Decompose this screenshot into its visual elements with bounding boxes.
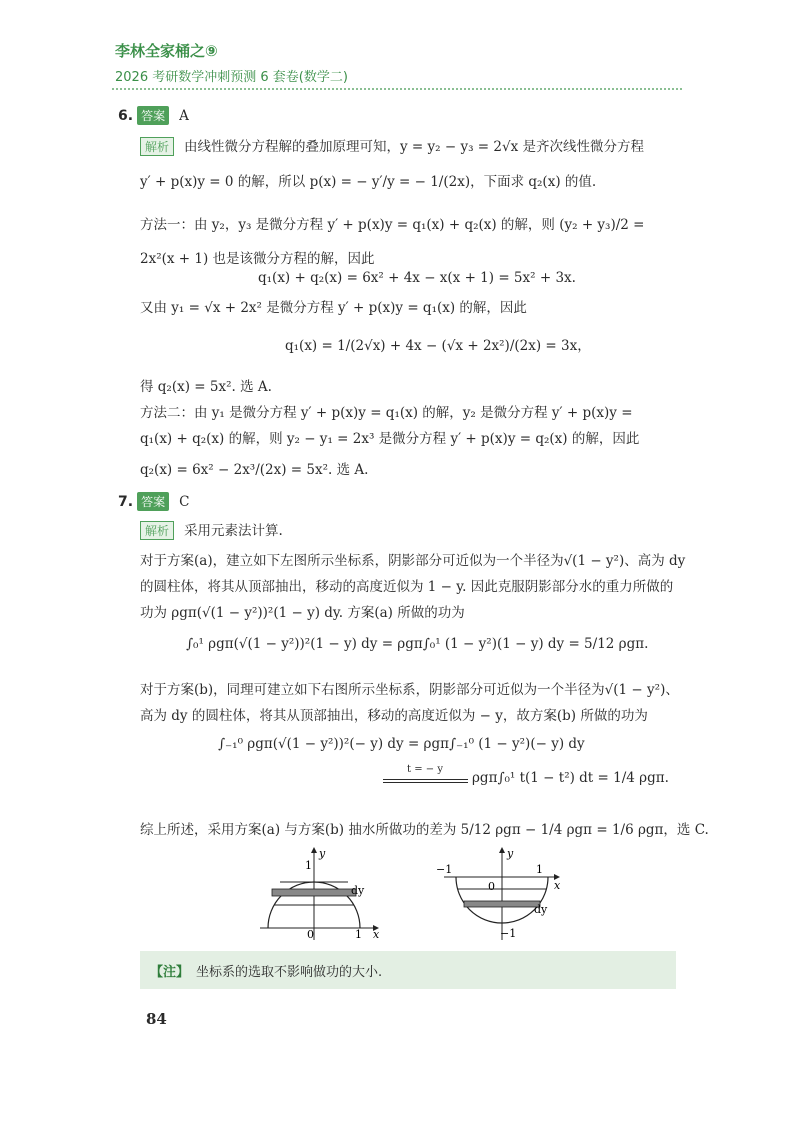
- q6-line-4: 2x²(x + 1) 也是该微分方程的解，因此: [140, 251, 375, 267]
- q6-answer-tag: 答案: [137, 106, 169, 125]
- q7-line-1: 对于方案(a)，建立如下左图所示坐标系，阴影部分可近似为一个半径为√(1 − y²)、高为 dy: [140, 553, 686, 569]
- q6-line-3: 方法一：由 y₂，y₃ 是微分方程 y′ + p(x)y = q₁(x) + q₂(x) 的解，则 (y₂ + y₃)/2 =: [140, 217, 645, 233]
- q6-line-7: 方法二：由 y₁ 是微分方程 y′ + p(x)y = q₁(x) 的解，y₂ 是微分方程 y′ + p(x)y =: [140, 405, 633, 421]
- label-y: y: [507, 847, 514, 860]
- q6-line-1: 由线性微分方程解的叠加原理可知，y = y₂ − y₃ = 2√x 是齐次线性微分方程: [184, 139, 644, 155]
- q7-equation-1: ∫₀¹ ρgπ(√(1 − y²))²(1 − y) dy = ρgπ∫₀¹ (1 − y²)(1 − y) dy = 5/12 ρgπ.: [186, 636, 649, 652]
- tick-left: −1: [436, 863, 453, 876]
- label-x: x: [554, 879, 561, 892]
- tick-right: 1: [536, 863, 543, 876]
- note-label: 【注】: [150, 965, 190, 980]
- label-origin: 0: [307, 928, 314, 941]
- tick-top: 1: [305, 859, 312, 872]
- q6-analysis-tag: 解析: [140, 137, 174, 156]
- tick-bottom: −1: [500, 927, 517, 940]
- page-number: 84: [146, 1010, 167, 1028]
- shaded-strip: [272, 889, 356, 896]
- figure-scheme-a: [255, 845, 385, 945]
- q7-analysis-tag: 解析: [140, 521, 174, 540]
- q6-analysis-row: [140, 135, 644, 156]
- q7-line-3: 功为 ρgπ(√(1 − y²))²(1 − y) dy. 方案(a) 所做的功为: [140, 605, 465, 621]
- label-dy: dy: [351, 884, 365, 897]
- q7-substitution-bar-2: [383, 782, 468, 783]
- q7-analysis-row: [140, 519, 283, 540]
- book-title: 2026 考研数学冲刺预测 6 套卷(数学二): [115, 70, 348, 85]
- q6-equation-1: q₁(x) + q₂(x) = 6x² + 4x − x(x + 1) = 5x² + 3x.: [258, 270, 576, 286]
- q6-line-8: q₁(x) + q₂(x) 的解，则 y₂ − y₁ = 2x³ 是微分方程 y′ + p(x)y = q₂(x) 的解，因此: [140, 431, 640, 447]
- q6-answer: A: [179, 108, 189, 124]
- series-title: 李林全家桶之⑨: [115, 42, 218, 60]
- header-divider: [112, 88, 682, 90]
- label-origin: 0: [488, 880, 495, 893]
- q6-equation-2: q₁(x) = 1/(2√x) + 4x − (√x + 2x²)/(2x) = 3x，: [285, 338, 591, 354]
- y-axis-arrow: [499, 847, 505, 853]
- q6-line-6: 得 q₂(x) = 5x². 选 A.: [140, 379, 272, 395]
- shaded-strip: [464, 901, 540, 907]
- figure-scheme-b: [432, 845, 572, 945]
- q7-number: 7.: [118, 494, 134, 510]
- q7-answer-row: [118, 492, 189, 511]
- note-text: 坐标系的选取不影响做功的大小.: [196, 965, 383, 980]
- q7-line-4: 对于方案(b)，同理可建立如下右图所示坐标系，阴影部分可近似为一个半径为√(1 − y²)、: [140, 682, 679, 698]
- q6-line-5: 又由 y₁ = √x + 2x² 是微分方程 y′ + p(x)y = q₁(x) 的解，因此: [140, 300, 527, 316]
- q7-line-0: 采用元素法计算.: [184, 523, 283, 539]
- q6-answer-row: [118, 106, 189, 125]
- q7-substitution: t = − y: [407, 764, 443, 775]
- q7-line-6: 综上所述，采用方案(a) 与方案(b) 抽水所做功的差为 5/12 ρgπ − 1/4 ρgπ = 1/6 ρgπ，选 C.: [140, 822, 709, 838]
- q6-number: 6.: [118, 108, 134, 124]
- q7-equation-3: ρgπ∫₀¹ t(1 − t²) dt = 1/4 ρgπ.: [472, 770, 669, 786]
- tick-right: 1: [355, 928, 362, 941]
- q7-answer-tag: 答案: [137, 492, 169, 511]
- q7-line-2: 的圆柱体，将其从顶部抽出，移动的高度近似为 1 − y. 因此克服阴影部分水的重力所做的: [140, 579, 674, 595]
- q6-line-2: y′ + p(x)y = 0 的解，所以 p(x) = − y′/y = − 1/(2x)，下面求 q₂(x) 的值.: [140, 174, 597, 190]
- q7-equation-2: ∫₋₁⁰ ρgπ(√(1 − y²))²(− y) dy = ρgπ∫₋₁⁰ (1 − y²)(− y) dy: [218, 736, 585, 752]
- label-x: x: [373, 928, 380, 941]
- q7-answer: C: [179, 494, 190, 510]
- q6-line-9: q₂(x) = 6x² − 2x³/(2x) = 5x². 选 A.: [140, 462, 369, 478]
- q7-substitution-bar: [383, 779, 468, 780]
- label-dy: dy: [534, 903, 548, 916]
- label-y: y: [319, 847, 326, 860]
- q7-line-5: 高为 dy 的圆柱体，将其从顶部抽出，移动的高度近似为 − y，故方案(b) 所做的功为: [140, 708, 648, 724]
- y-axis-arrow: [311, 847, 317, 853]
